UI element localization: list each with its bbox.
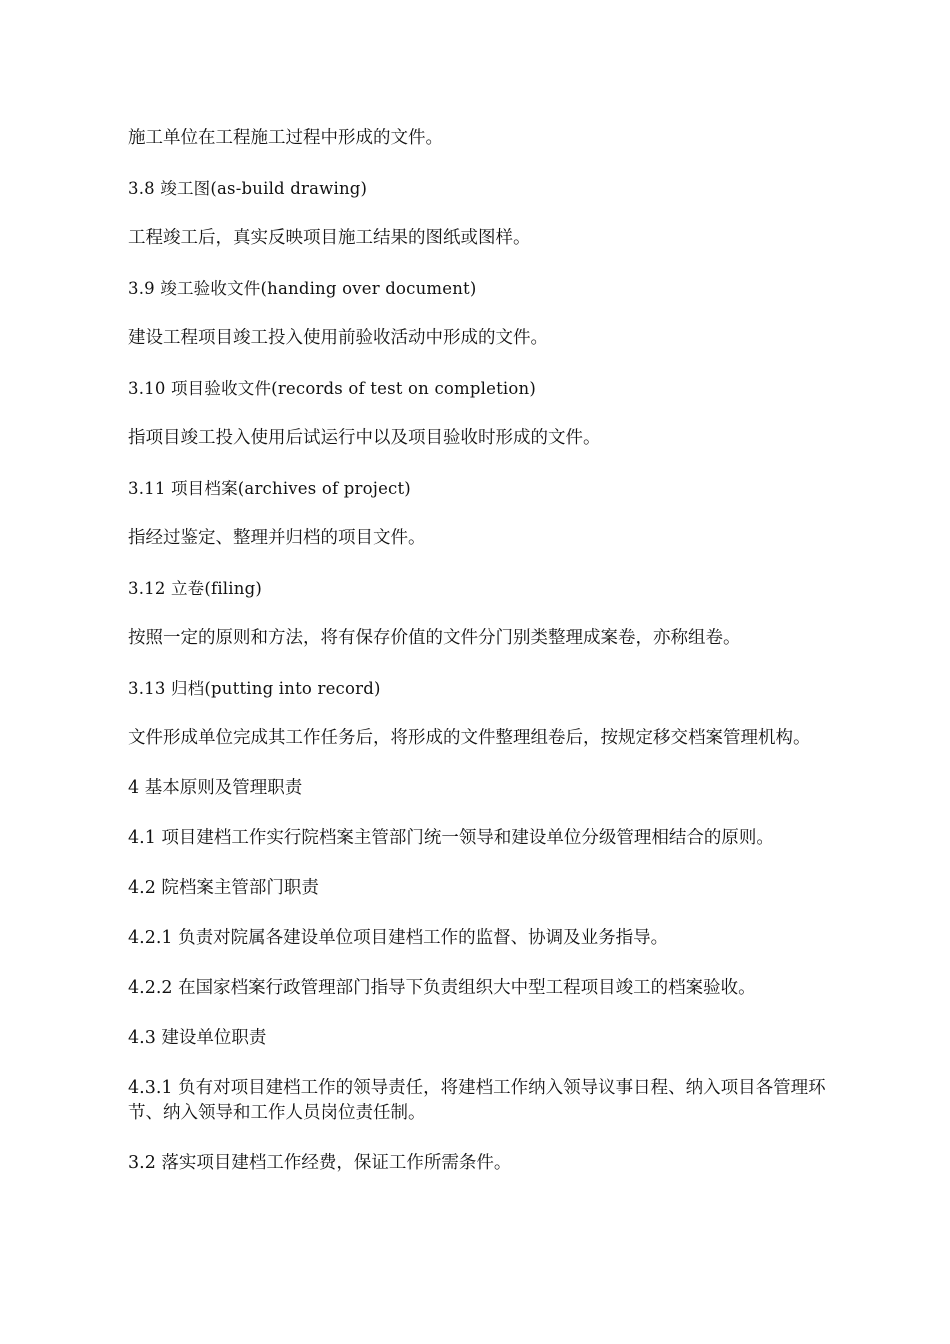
paragraph-3-2-funding: 3.2 落实项目建档工作经费，保证工作所需条件。 xyxy=(128,1153,512,1173)
paragraph-archives-def: 指经过鉴定、整理并归档的项目文件。 xyxy=(128,528,426,548)
heading-4-3-construction-unit-duties: 4.3 建设单位职责 xyxy=(128,1028,267,1048)
paragraph-4-3-1: 4.3.1 负有对项目建档工作的领导责任，将建档工作纳入领导议事日程、纳入项目各管理环节、纳入领导和工作人员岗位责任制。 xyxy=(128,1078,826,1123)
paragraph-putting-into-record-def: 文件形成单位完成其工作任务后，将形成的文件整理组卷后，按规定移交档案管理机构。 xyxy=(128,728,811,748)
heading-3-13-putting-into-record: 3.13 归档(putting into record) xyxy=(128,679,381,698)
heading-3-9-handing-over-document: 3.9 竣工验收文件(handing over document) xyxy=(128,279,477,298)
heading-3-11-archives-of-project: 3.11 项目档案(archives of project) xyxy=(128,479,411,498)
heading-3-10-records-of-test: 3.10 项目验收文件(records of test on completion) xyxy=(128,379,536,398)
heading-4-2-archive-dept-duties: 4.2 院档案主管部门职责 xyxy=(128,878,319,898)
heading-3-12-filing: 3.12 立卷(filing) xyxy=(128,579,262,598)
heading-4-principles-and-duties: 4 基本原则及管理职责 xyxy=(128,778,303,798)
paragraph-as-built-drawing-def: 工程竣工后，真实反映项目施工结果的图纸或图样。 xyxy=(128,228,531,248)
paragraph-filing-def: 按照一定的原则和方法，将有保存价值的文件分门别类整理成案卷，亦称组卷。 xyxy=(128,628,741,648)
paragraph-4-2-1: 4.2.1 负责对院属各建设单位项目建档工作的监督、协调及业务指导。 xyxy=(128,928,669,948)
paragraph-4-2-2: 4.2.2 在国家档案行政管理部门指导下负责组织大中型工程项目竣工的档案验收。 xyxy=(128,978,756,998)
paragraph-construction-unit-docs: 施工单位在工程施工过程中形成的文件。 xyxy=(128,128,443,148)
heading-3-8-as-built-drawing: 3.8 竣工图(as-build drawing) xyxy=(128,179,368,198)
paragraph-4-1: 4.1 项目建档工作实行院档案主管部门统一领导和建设单位分级管理相结合的原则。 xyxy=(128,828,774,848)
document-page xyxy=(128,126,838,1201)
paragraph-handing-over-def: 建设工程项目竣工投入使用前验收活动中形成的文件。 xyxy=(128,328,548,348)
paragraph-records-of-test-def: 指项目竣工投入使用后试运行中以及项目验收时形成的文件。 xyxy=(128,428,601,448)
